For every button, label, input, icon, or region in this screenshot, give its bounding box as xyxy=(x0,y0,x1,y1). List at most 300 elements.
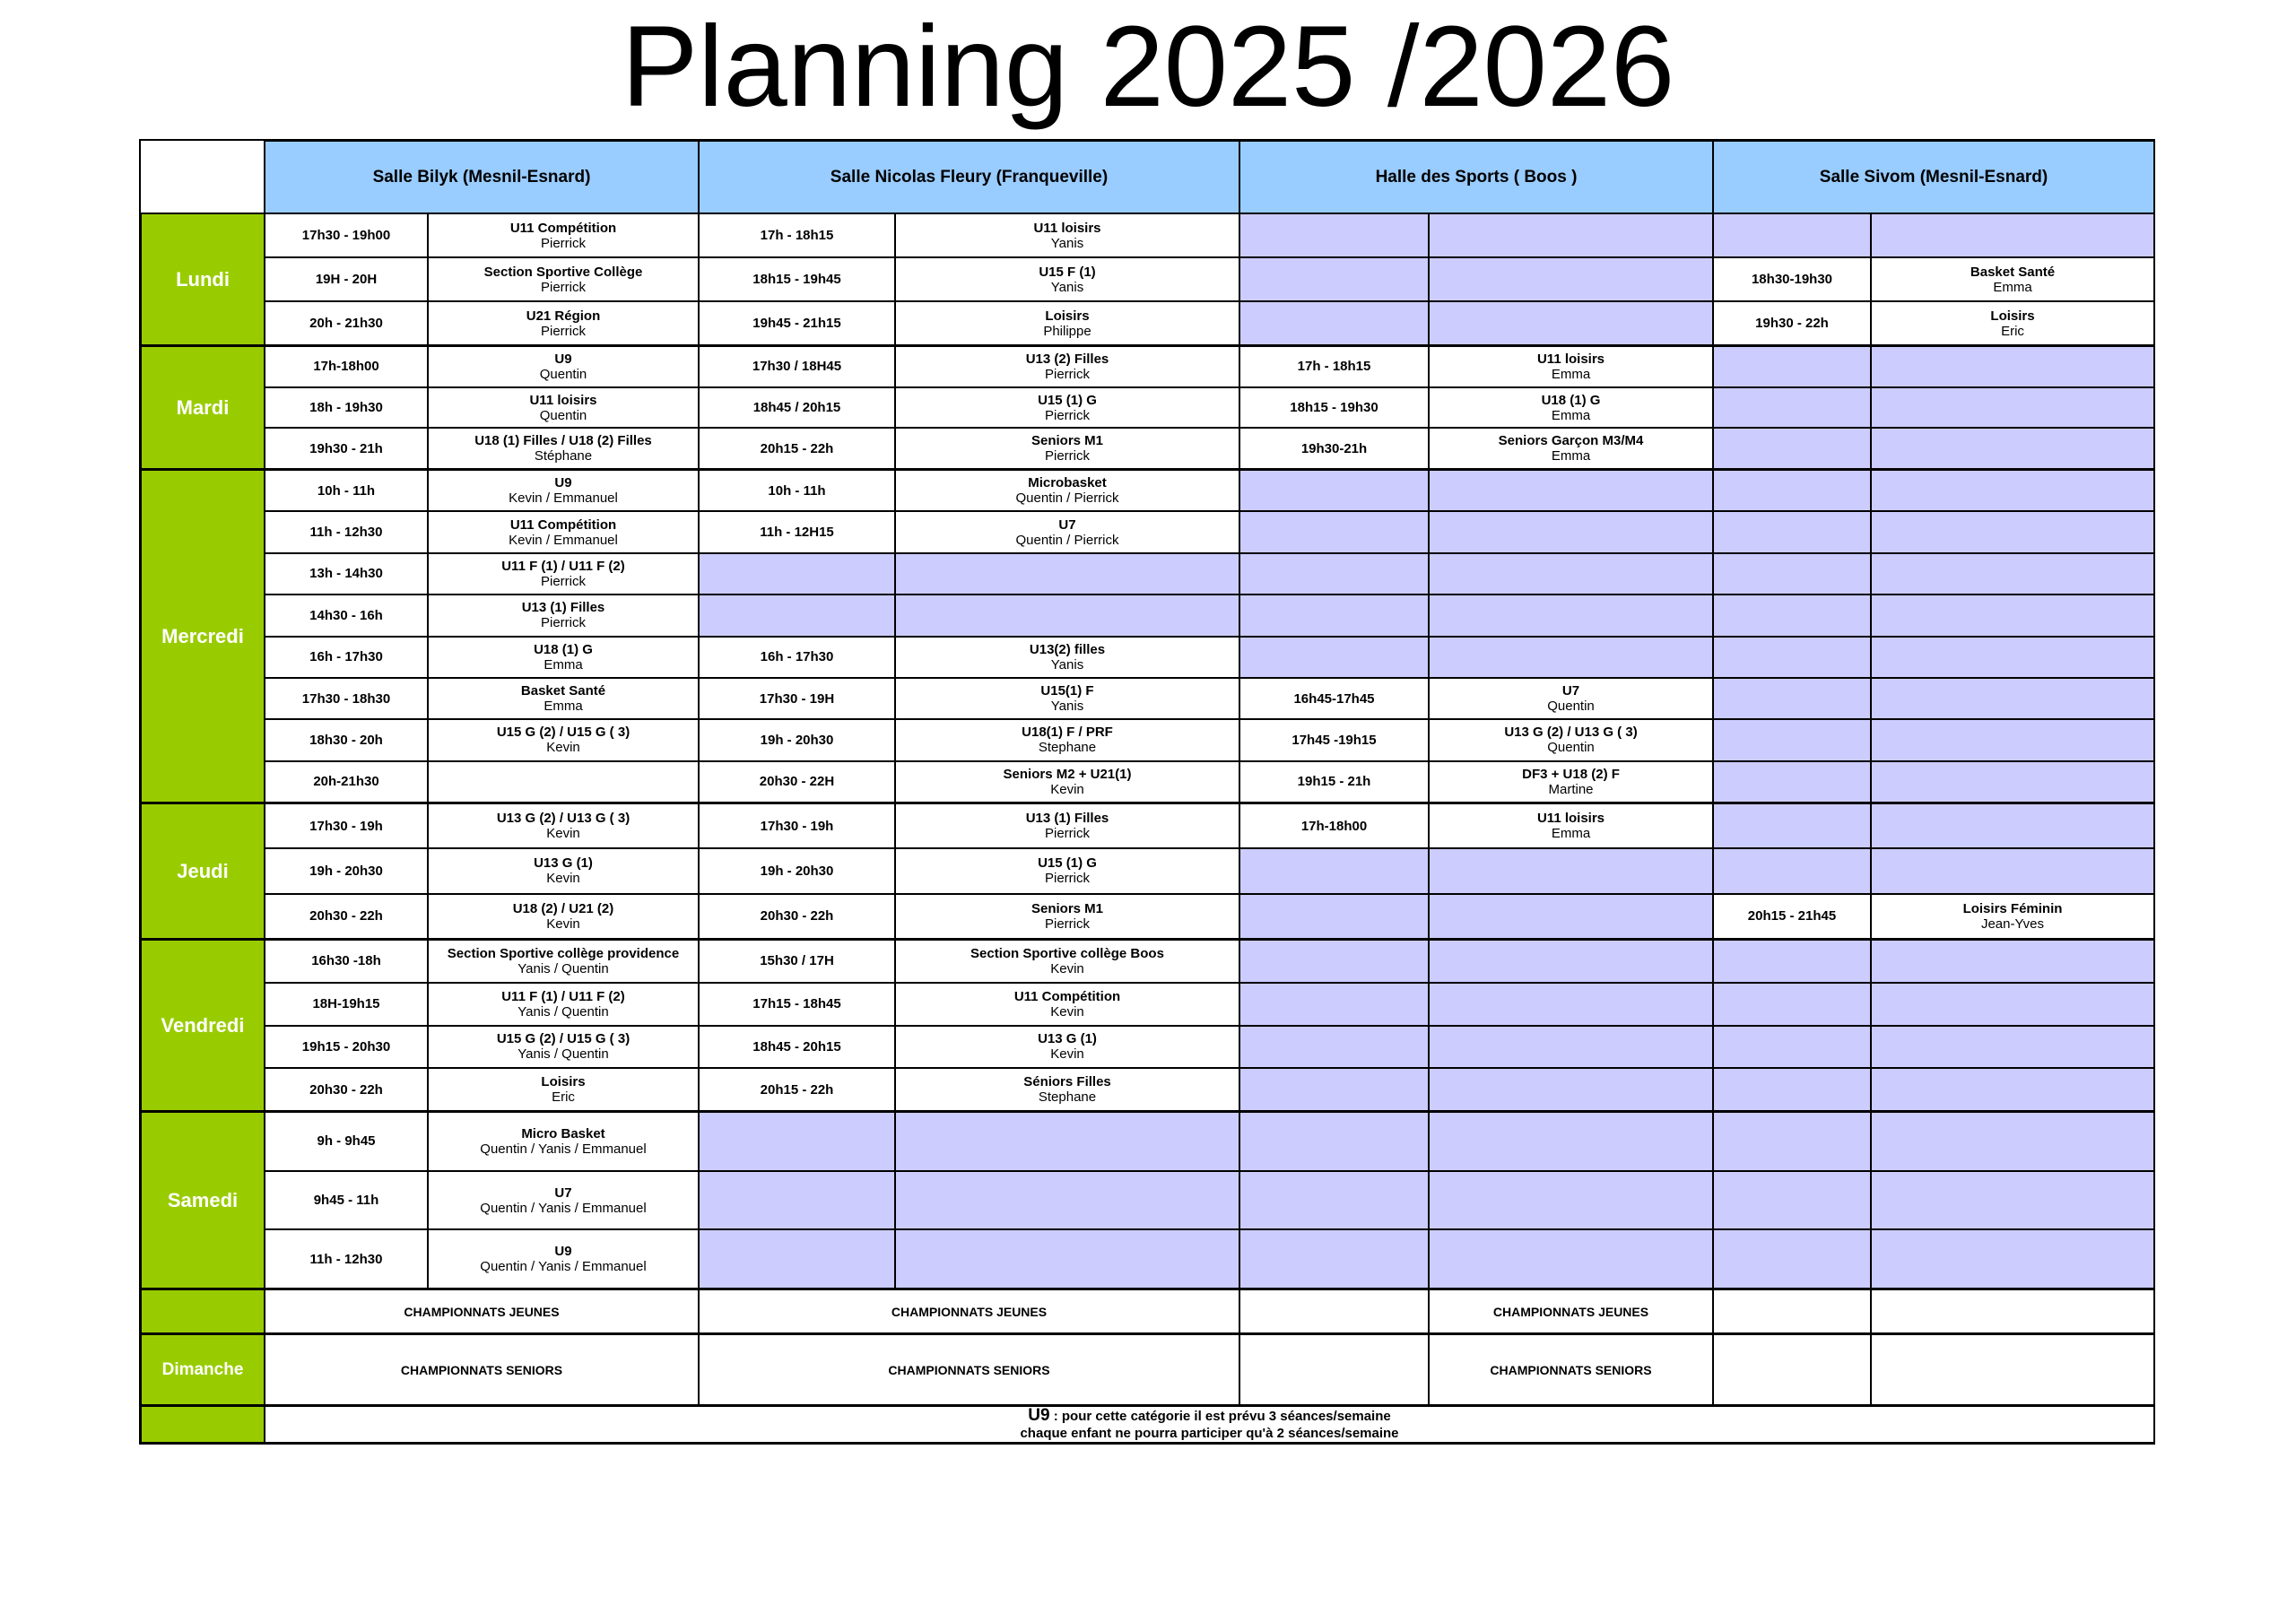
venue-header: Salle Nicolas Fleury (Franqueville) xyxy=(700,139,1240,214)
slot-time xyxy=(1714,214,1872,256)
slot-activity: Microbasket xyxy=(1028,475,1107,491)
time-slot xyxy=(700,302,1239,344)
slot-group xyxy=(1430,1027,1712,1068)
slot-coach: Emma xyxy=(544,656,583,673)
time-slot xyxy=(265,214,698,258)
slot-coach: Yanis / Quentin xyxy=(517,1003,609,1020)
slot-activity: U7 xyxy=(1561,683,1580,699)
time-slot xyxy=(1240,720,1712,761)
slot-coach: Pierrick xyxy=(540,279,586,295)
slot-time: 19h15 - 21h xyxy=(1240,762,1430,802)
slot-time: 18h45 / 20h15 xyxy=(700,388,896,428)
slot-activity: Section Sportive Collège xyxy=(483,264,643,280)
venue-header: Salle Bilyk (Mesnil-Esnard) xyxy=(265,139,700,214)
slot-activity: U18 (2) / U21 (2) xyxy=(512,900,614,916)
slot-group xyxy=(429,895,698,938)
slot-group xyxy=(1872,512,2153,551)
slot-coach: Stephane xyxy=(1038,1089,1097,1106)
empty-slot xyxy=(1714,941,2153,984)
time-slot xyxy=(265,471,698,512)
time-slot xyxy=(265,512,698,553)
slot-time: 17h15 - 18h45 xyxy=(700,984,896,1025)
slot-time xyxy=(1714,679,1872,718)
slot-time: 16h - 17h30 xyxy=(700,638,896,677)
slot-time xyxy=(1714,638,1872,677)
time-slot xyxy=(1714,302,2153,344)
slot-activity: U11 Compétition xyxy=(1013,988,1121,1004)
slot-coach: Kevin xyxy=(546,916,580,932)
slot-group xyxy=(1872,1172,2153,1229)
slot-group xyxy=(1430,595,1712,635)
slot-time xyxy=(1240,1027,1430,1068)
slot-activity: Loisirs Féminin xyxy=(1962,900,2063,916)
slot-coach: Stephane xyxy=(1038,740,1097,756)
slot-group xyxy=(429,1069,698,1110)
slot-time: 17h45 -19h15 xyxy=(1240,720,1430,759)
slot-coach: Emma xyxy=(1551,366,1591,382)
slot-time: 19h - 20h30 xyxy=(700,720,896,759)
slot-group xyxy=(429,214,698,256)
slot-coach: Stéphane xyxy=(534,448,593,464)
empty-slot xyxy=(1240,214,1712,258)
slot-time: 17h30 - 19h xyxy=(265,804,429,847)
slot-group xyxy=(1430,679,1712,718)
slot-group xyxy=(896,895,1239,938)
slot-activity: U7 xyxy=(554,1185,572,1201)
slot-activity: Section Sportive collège providence xyxy=(447,945,680,961)
slot-group xyxy=(429,762,698,802)
day-label: Vendredi xyxy=(139,941,265,1113)
day-label: Samedi xyxy=(139,1113,265,1290)
time-slot xyxy=(265,595,698,637)
slot-activity: U13 G (1) xyxy=(1038,1031,1097,1047)
empty-slot xyxy=(1714,720,2153,761)
slot-group xyxy=(429,849,698,892)
slot-coach: Martine xyxy=(1548,781,1594,797)
empty-slot xyxy=(1714,762,2153,802)
slot-time: 17h-18h00 xyxy=(1240,804,1430,847)
slot-group xyxy=(896,720,1239,759)
slot-group xyxy=(429,512,698,551)
championship-cell-split xyxy=(1714,1335,2155,1407)
slot-time: 17h30 - 18h30 xyxy=(265,679,429,718)
slot-time xyxy=(700,595,896,635)
venue-slots xyxy=(700,1113,1240,1290)
venue-slots xyxy=(1240,471,1714,804)
slot-time xyxy=(700,1230,896,1288)
slot-group xyxy=(429,720,698,759)
empty-slot xyxy=(1714,512,2153,553)
slot-group xyxy=(429,1230,698,1288)
empty-slot xyxy=(1240,849,1712,894)
slot-group xyxy=(1872,429,2153,468)
empty-slot xyxy=(1240,941,1712,984)
slot-time xyxy=(1240,984,1430,1025)
slot-coach: Pierrick xyxy=(1044,916,1090,932)
venue-slots xyxy=(265,804,700,941)
slot-time xyxy=(1714,554,1872,594)
empty-slot xyxy=(1240,554,1712,595)
championship-cell: CHAMPIONNATS JEUNES xyxy=(265,1290,700,1335)
slot-coach: Kevin xyxy=(546,740,580,756)
slot-activity: Seniors M1 xyxy=(1031,900,1104,916)
empty-slot xyxy=(1240,1027,1712,1070)
slot-time xyxy=(1240,302,1430,344)
slot-time: 17h-18h00 xyxy=(265,347,429,386)
venue-slots xyxy=(1714,804,2155,941)
slot-group xyxy=(1430,849,1712,892)
slot-group xyxy=(429,471,698,510)
slot-time xyxy=(1714,804,1872,847)
venue-slots xyxy=(265,1113,700,1290)
slot-activity: U15 G (2) / U15 G ( 3) xyxy=(496,1031,631,1047)
time-slot xyxy=(700,388,1239,430)
slot-time: 19h - 20h30 xyxy=(700,849,896,892)
championship-half: CHAMPIONNATS JEUNES xyxy=(1492,1304,1649,1319)
slot-time xyxy=(1240,941,1430,982)
slot-coach: Emma xyxy=(1551,448,1591,464)
slot-coach: Pierrick xyxy=(540,235,586,251)
venue-slots xyxy=(700,941,1240,1113)
slot-group xyxy=(1872,984,2153,1025)
slot-time xyxy=(1240,1230,1430,1288)
slot-group xyxy=(1430,1172,1712,1229)
slot-time xyxy=(1240,214,1430,256)
time-slot xyxy=(700,941,1239,984)
time-slot xyxy=(265,1172,698,1231)
time-slot xyxy=(265,1113,698,1172)
venue-slots xyxy=(1240,804,1714,941)
slot-activity: U13 (1) Filles xyxy=(521,600,605,616)
empty-slot xyxy=(1240,1172,1712,1231)
slot-time xyxy=(1240,554,1430,594)
slot-time: 19h15 - 20h30 xyxy=(265,1027,429,1068)
slot-time: 13h - 14h30 xyxy=(265,554,429,594)
slot-coach: Quentin xyxy=(539,407,587,423)
slot-activity: Loisirs xyxy=(1990,308,2035,324)
time-slot xyxy=(265,849,698,894)
slot-time: 11h - 12h30 xyxy=(265,512,429,551)
slot-time: 11h - 12h30 xyxy=(265,1230,429,1288)
slot-coach: Pierrick xyxy=(1044,448,1090,464)
slot-group xyxy=(1872,762,2153,802)
slot-time xyxy=(1714,941,1872,982)
slot-coach: Pierrick xyxy=(1044,366,1090,382)
championship-cell: CHAMPIONNATS SENIORS xyxy=(700,1335,1240,1407)
slot-activity: U11 loisirs xyxy=(1033,220,1101,236)
slot-time xyxy=(1714,762,1872,802)
slot-time xyxy=(1714,1230,1872,1288)
empty-slot xyxy=(1714,471,2153,512)
slot-time: 17h30 - 19h00 xyxy=(265,214,429,256)
day-label: Lundi xyxy=(139,214,265,347)
slot-group xyxy=(429,1113,698,1170)
slot-group xyxy=(1872,554,2153,594)
empty-slot xyxy=(700,554,1239,595)
empty-slot xyxy=(1714,388,2153,430)
day-label-empty xyxy=(139,1407,265,1445)
slot-time xyxy=(700,1172,896,1229)
slot-coach: Kevin xyxy=(1050,781,1084,797)
slot-time: 18h45 - 20h15 xyxy=(700,1027,896,1068)
slot-group xyxy=(1430,214,1712,256)
time-slot xyxy=(1240,429,1712,468)
slot-activity: U18 (1) G xyxy=(534,641,593,657)
slot-group xyxy=(1430,258,1712,300)
slot-group xyxy=(1872,1113,2153,1170)
championship-cell-split xyxy=(1240,1335,1714,1407)
slot-group xyxy=(1872,679,2153,718)
slot-group xyxy=(429,941,698,982)
slot-group xyxy=(1872,302,2153,344)
slot-time: 15h30 / 17H xyxy=(700,941,896,982)
slot-time: 19h30 - 21h xyxy=(265,429,429,468)
venue-slots xyxy=(1240,941,1714,1113)
day-label: Jeudi xyxy=(139,804,265,941)
day-label: Mardi xyxy=(139,347,265,471)
slot-time xyxy=(1240,638,1430,677)
slot-activity: U9 xyxy=(554,351,572,367)
time-slot xyxy=(700,638,1239,679)
slot-group xyxy=(1430,941,1712,982)
slot-activity: U13(2) filles xyxy=(1029,641,1106,657)
slot-time: 19h30-21h xyxy=(1240,429,1430,468)
venue-slots xyxy=(700,214,1240,347)
slot-time: 17h30 - 19h xyxy=(700,804,896,847)
slot-time: 9h - 9h45 xyxy=(265,1113,429,1170)
slot-activity: Loisirs xyxy=(541,1074,586,1090)
championship-cell-split xyxy=(1714,1290,2155,1335)
time-slot xyxy=(265,429,698,468)
slot-group xyxy=(1430,720,1712,759)
slot-group xyxy=(896,471,1239,510)
slot-time: 18h15 - 19h45 xyxy=(700,258,896,300)
slot-activity: U15 (1) G xyxy=(1038,392,1097,408)
slot-time: 10h - 11h xyxy=(265,471,429,510)
slot-group xyxy=(896,512,1239,551)
time-slot xyxy=(700,1069,1239,1110)
slot-activity: U18 (1) G xyxy=(1541,392,1601,408)
slot-group xyxy=(1430,1230,1712,1288)
slot-group xyxy=(1430,638,1712,677)
slot-group xyxy=(1430,895,1712,938)
time-slot xyxy=(265,804,698,849)
slot-activity: U9 xyxy=(554,475,572,491)
time-slot xyxy=(1240,347,1712,388)
slot-group xyxy=(1430,984,1712,1025)
championship-half xyxy=(1714,1335,1872,1404)
time-slot xyxy=(265,1027,698,1070)
slot-group xyxy=(429,679,698,718)
slot-coach: Yanis xyxy=(1050,279,1084,295)
slot-group xyxy=(896,984,1239,1025)
slot-coach: Emma xyxy=(1551,407,1591,423)
venue-slots xyxy=(1240,347,1714,471)
slot-activity: DF3 + U18 (2) F xyxy=(1522,766,1620,782)
slot-time xyxy=(1714,984,1872,1025)
slot-time: 18h15 - 19h30 xyxy=(1240,388,1430,428)
slot-time xyxy=(1714,471,1872,510)
footnote xyxy=(265,1407,2155,1445)
time-slot xyxy=(700,720,1239,761)
slot-group xyxy=(896,1069,1239,1110)
slot-coach: Kevin xyxy=(546,871,580,887)
championship-cell: CHAMPIONNATS SENIORS xyxy=(265,1335,700,1407)
venue-slots xyxy=(1714,347,2155,471)
slot-time: 17h30 / 18H45 xyxy=(700,347,896,386)
slot-time: 20h15 - 21h45 xyxy=(1714,895,1872,938)
slot-time xyxy=(1714,720,1872,759)
slot-time: 10h - 11h xyxy=(700,471,896,510)
time-slot xyxy=(700,804,1239,849)
empty-slot xyxy=(700,595,1239,637)
time-slot xyxy=(1240,679,1712,720)
slot-group xyxy=(1872,638,2153,677)
slot-time xyxy=(1240,512,1430,551)
slot-coach: Pierrick xyxy=(540,573,586,589)
slot-activity: U11 loisirs xyxy=(1536,351,1605,367)
slot-time: 18H-19h15 xyxy=(265,984,429,1025)
empty-slot xyxy=(1714,214,2153,258)
slot-group xyxy=(1872,1069,2153,1110)
venue-slots xyxy=(1240,1113,1714,1290)
slot-activity: U15(1) F xyxy=(1040,683,1094,699)
slot-time xyxy=(1714,1027,1872,1068)
slot-coach: Quentin / Yanis / Emmanuel xyxy=(480,1259,647,1275)
slot-time xyxy=(1240,1069,1430,1110)
time-slot xyxy=(1714,895,2153,938)
slot-time: 16h30 -18h xyxy=(265,941,429,982)
time-slot xyxy=(265,347,698,388)
empty-slot xyxy=(1240,302,1712,344)
slot-group xyxy=(1430,302,1712,344)
slot-time: 14h30 - 16h xyxy=(265,595,429,635)
slot-activity: U18 (1) Filles / U18 (2) Filles xyxy=(474,433,652,449)
venue-slots xyxy=(1714,1113,2155,1290)
slot-coach: Pierrick xyxy=(540,323,586,339)
slot-coach: Quentin xyxy=(1547,740,1595,756)
slot-group xyxy=(429,554,698,594)
slot-time xyxy=(1714,388,1872,428)
empty-slot xyxy=(1714,679,2153,720)
venue-slots xyxy=(700,471,1240,804)
time-slot xyxy=(1240,762,1712,802)
venue-slots xyxy=(265,471,700,804)
slot-time: 16h45-17h45 xyxy=(1240,679,1430,718)
empty-slot xyxy=(1714,984,2153,1027)
venue-slots xyxy=(265,941,700,1113)
slot-group xyxy=(896,258,1239,300)
empty-slot xyxy=(1714,1113,2153,1172)
championship-half xyxy=(1240,1335,1430,1404)
slot-coach: Kevin xyxy=(1050,1003,1084,1020)
time-slot xyxy=(700,849,1239,894)
empty-slot xyxy=(1240,258,1712,302)
slot-time: 16h - 17h30 xyxy=(265,638,429,677)
slot-coach: Quentin xyxy=(1547,699,1595,715)
slot-coach: Quentin / Yanis / Emmanuel xyxy=(480,1141,647,1157)
slot-time xyxy=(1240,258,1430,300)
slot-group xyxy=(896,302,1239,344)
slot-activity: U15 (1) G xyxy=(1038,855,1097,872)
slot-time: 20h30 - 22h xyxy=(265,1069,429,1110)
slot-group xyxy=(896,1113,1239,1170)
time-slot xyxy=(265,302,698,344)
slot-activity: U18(1) F / PRF xyxy=(1022,725,1113,741)
slot-time: 20h30 - 22h xyxy=(265,895,429,938)
time-slot xyxy=(265,941,698,984)
slot-group xyxy=(896,388,1239,428)
empty-slot xyxy=(700,1172,1239,1231)
slot-time: 18h - 19h30 xyxy=(265,388,429,428)
slot-activity: U11 F (1) / U11 F (2) xyxy=(501,988,625,1004)
time-slot xyxy=(700,895,1239,938)
slot-time xyxy=(700,554,896,594)
slot-group xyxy=(429,347,698,386)
empty-slot xyxy=(1714,1027,2153,1070)
slot-group xyxy=(1430,471,1712,510)
slot-group xyxy=(1872,1027,2153,1068)
slot-group xyxy=(429,638,698,677)
championship-half xyxy=(1872,1335,2153,1404)
slot-group xyxy=(1872,804,2153,847)
slot-time xyxy=(1240,1172,1430,1229)
slot-group xyxy=(896,595,1239,635)
slot-coach: Jean-Yves xyxy=(1980,916,2045,932)
slot-group xyxy=(429,1027,698,1068)
slot-activity: U15 F (1) xyxy=(1039,264,1096,280)
slot-time: 20h30 - 22H xyxy=(700,762,896,802)
time-slot xyxy=(265,895,698,938)
slot-coach: Quentin / Pierrick xyxy=(1015,532,1119,548)
championship-half xyxy=(1872,1290,2153,1332)
time-slot xyxy=(265,1230,698,1288)
venue-slots xyxy=(700,804,1240,941)
venue-slots xyxy=(1714,471,2155,804)
slot-group xyxy=(896,638,1239,677)
slot-time xyxy=(1714,429,1872,468)
slot-time xyxy=(1714,1113,1872,1170)
empty-slot xyxy=(1714,804,2153,849)
slot-activity: U11 F (1) / U11 F (2) xyxy=(501,558,625,574)
time-slot xyxy=(265,554,698,595)
slot-group xyxy=(1872,388,2153,428)
time-slot xyxy=(700,762,1239,802)
slot-time xyxy=(1714,849,1872,892)
slot-group xyxy=(429,595,698,635)
slot-group xyxy=(429,429,698,468)
slot-coach: Eric xyxy=(2001,323,2024,339)
slot-time xyxy=(700,1113,896,1170)
slot-group xyxy=(1430,1069,1712,1110)
slot-group xyxy=(429,804,698,847)
time-slot xyxy=(265,638,698,679)
slot-activity: U7 xyxy=(1058,516,1076,533)
slot-coach: Emma xyxy=(1551,826,1591,842)
slot-group xyxy=(1872,347,2153,386)
slot-coach: Emma xyxy=(1993,279,2032,295)
empty-slot xyxy=(1240,1230,1712,1288)
time-slot xyxy=(265,720,698,761)
slot-time xyxy=(1714,1172,1872,1229)
slot-coach: Yanis xyxy=(1050,656,1084,673)
time-slot xyxy=(700,512,1239,553)
slot-group xyxy=(896,1027,1239,1068)
slot-coach: Kevin / Emmanuel xyxy=(509,532,618,548)
slot-time xyxy=(1240,895,1430,938)
empty-slot xyxy=(1714,1069,2153,1110)
slot-activity: Micro Basket xyxy=(521,1125,605,1141)
